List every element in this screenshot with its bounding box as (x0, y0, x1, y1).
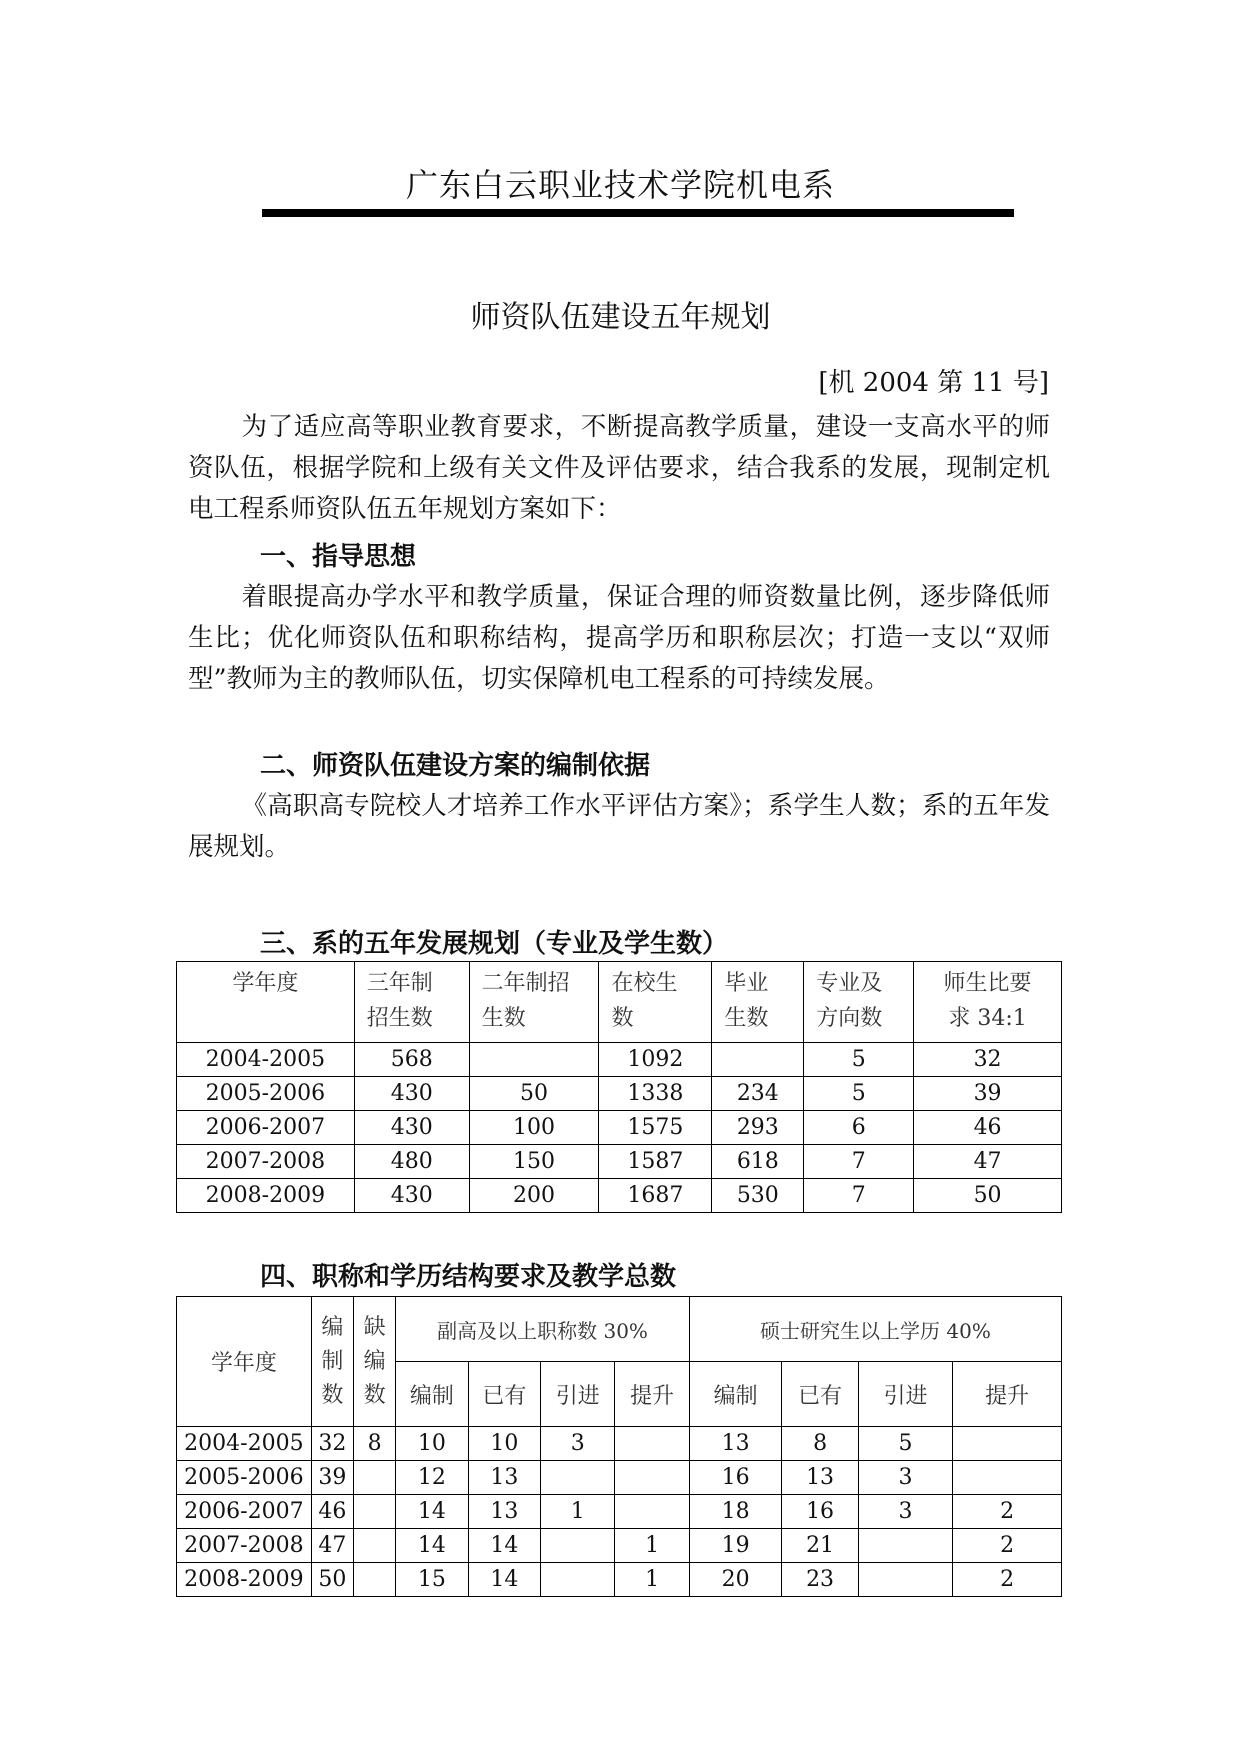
table-cell: 15 (396, 1563, 468, 1597)
table-cell: 293 (712, 1111, 804, 1145)
table-cell: 13 (782, 1461, 858, 1495)
table-cell (953, 1461, 1062, 1495)
header-cell: 提升 (615, 1362, 689, 1427)
header-cell: 在校生 数 (599, 962, 712, 1043)
header-group-cell: 硕士研究生以上学历 40% (689, 1297, 1061, 1362)
table-cell: 2005-2006 (177, 1461, 312, 1495)
intro-paragraph: 为了适应高等职业教育要求，不断提高教学质量，建设一支高水平的师资队伍，根据学院和上级有关文件及评估要求，结合我系的发展，现制定机电工程系师资队伍五年规划方案如下： (188, 412, 1050, 524)
table-cell: 150 (469, 1145, 599, 1179)
table-cell (353, 1495, 395, 1529)
table-cell: 46 (311, 1495, 353, 1529)
header-cell: 编制 (396, 1362, 468, 1427)
header-cell: 学年度 (177, 962, 355, 1043)
table-cell: 2008-2009 (177, 1179, 355, 1213)
table-cell: 8 (353, 1427, 395, 1461)
table-cell: 2 (953, 1495, 1062, 1529)
table-cell: 2008-2009 (177, 1563, 312, 1597)
section2-paragraph: 《高职高专院校人才培养工作水平评估方案》；系学生人数；系的五年发展规划。 (188, 791, 1050, 862)
table-cell: 32 (914, 1043, 1062, 1077)
table-cell: 7 (804, 1145, 914, 1179)
table-cell: 1 (615, 1563, 689, 1597)
header-cell: 已有 (468, 1362, 540, 1427)
table-cell: 10 (468, 1427, 540, 1461)
header-group-cell: 副高及以上职称数 30% (396, 1297, 690, 1362)
table-cell: 16 (689, 1461, 782, 1495)
header-cell: 毕业 生数 (712, 962, 804, 1043)
table-cell: 2004-2005 (177, 1427, 312, 1461)
table-cell: 1687 (599, 1179, 712, 1213)
table-cell: 14 (396, 1529, 468, 1563)
table-row (177, 1111, 1062, 1145)
header-cell: 编制 (689, 1362, 782, 1427)
header-cell: 编 制 数 (311, 1297, 353, 1427)
table-row (177, 1461, 1062, 1495)
table-cell: 23 (782, 1563, 858, 1597)
table-cell: 200 (469, 1179, 599, 1213)
table-cell: 1338 (599, 1077, 712, 1111)
section2-heading: 二、师资队伍建设方案的编制依据 (260, 751, 651, 781)
table-cell: 234 (712, 1077, 804, 1111)
table-cell: 530 (712, 1179, 804, 1213)
table-cell: 7 (804, 1179, 914, 1213)
table-cell: 39 (914, 1077, 1062, 1111)
table-cell: 430 (354, 1077, 469, 1111)
table-cell: 50 (311, 1563, 353, 1597)
table-cell: 5 (804, 1077, 914, 1111)
table-cell: 10 (396, 1427, 468, 1461)
table-row (177, 1495, 1062, 1529)
header-cell: 提升 (953, 1362, 1062, 1427)
table-cell (469, 1043, 599, 1077)
table-cell: 20 (689, 1563, 782, 1597)
table-header-row (177, 962, 1062, 1043)
header-cell: 引进 (858, 1362, 953, 1427)
table-cell: 1587 (599, 1145, 712, 1179)
table-cell (353, 1563, 395, 1597)
institution-header: 广东白云职业技术学院机电系 (405, 166, 835, 204)
table-cell: 8 (782, 1427, 858, 1461)
table-cell: 50 (914, 1179, 1062, 1213)
development-plan-table (176, 961, 1062, 1213)
table-cell (541, 1529, 615, 1563)
table-cell: 2004-2005 (177, 1043, 355, 1077)
header-cell: 二年制招 生数 (469, 962, 599, 1043)
table-cell (953, 1427, 1062, 1461)
table-cell: 13 (468, 1461, 540, 1495)
table-cell: 12 (396, 1461, 468, 1495)
table-cell: 21 (782, 1529, 858, 1563)
table-cell (858, 1529, 953, 1563)
header-cell: 已有 (782, 1362, 858, 1427)
table-cell (615, 1427, 689, 1461)
table-row (177, 1529, 1062, 1563)
table-cell: 2005-2006 (177, 1077, 355, 1111)
table-row (177, 1077, 1062, 1111)
table-cell: 46 (914, 1111, 1062, 1145)
table-cell: 5 (804, 1043, 914, 1077)
table-cell (353, 1529, 395, 1563)
table-cell: 39 (311, 1461, 353, 1495)
table-cell: 1092 (599, 1043, 712, 1077)
section3-heading: 三、系的五年发展规划（专业及学生数） (260, 929, 729, 959)
table-cell: 430 (354, 1179, 469, 1213)
table-cell: 16 (782, 1495, 858, 1529)
table-cell: 3 (541, 1427, 615, 1461)
table-cell: 14 (468, 1529, 540, 1563)
table-cell: 5 (858, 1427, 953, 1461)
header-cell: 师生比要 求 34:1 (914, 962, 1062, 1043)
document-number: [机 2004 第 11 号] (818, 368, 1049, 398)
table-cell: 2 (953, 1529, 1062, 1563)
table-cell: 32 (311, 1427, 353, 1461)
table-cell: 3 (858, 1461, 953, 1495)
table-cell: 480 (354, 1145, 469, 1179)
table-cell (615, 1461, 689, 1495)
table-cell: 2007-2008 (177, 1145, 355, 1179)
table-row (177, 1563, 1062, 1597)
table-cell (353, 1461, 395, 1495)
table-cell: 13 (468, 1495, 540, 1529)
table-cell: 19 (689, 1529, 782, 1563)
table-header-row (177, 1297, 1062, 1362)
table-cell: 1 (615, 1529, 689, 1563)
header-rule (262, 209, 1014, 217)
section1-paragraph: 着眼提高办学水平和教学质量，保证合理的师资数量比例，逐步降低师生比；优化师资队伍和职称结构，提高学历和职称层次；打造一支以“双师型”教师为主的教师队伍，切实保障机电工程系的可持续发展。 (188, 582, 1050, 694)
table-cell: 100 (469, 1111, 599, 1145)
table-cell: 13 (689, 1427, 782, 1461)
table-cell: 18 (689, 1495, 782, 1529)
table-cell: 47 (914, 1145, 1062, 1179)
table-row (177, 1179, 1062, 1213)
table-cell (615, 1495, 689, 1529)
document-title: 师资队伍建设五年规划 (470, 300, 771, 335)
section4-heading: 四、职称和学历结构要求及教学总数 (260, 1262, 677, 1292)
table-cell (541, 1563, 615, 1597)
table-cell (712, 1043, 804, 1077)
header-cell: 学年度 (177, 1297, 312, 1427)
header-cell: 专业及 方向数 (804, 962, 914, 1043)
table-cell (858, 1563, 953, 1597)
table-cell: 14 (468, 1563, 540, 1597)
table-cell: 6 (804, 1111, 914, 1145)
header-cell: 引进 (541, 1362, 615, 1427)
table-cell: 2006-2007 (177, 1111, 355, 1145)
header-cell: 三年制 招生数 (354, 962, 469, 1043)
table-cell: 618 (712, 1145, 804, 1179)
table-cell: 2 (953, 1563, 1062, 1597)
table-cell: 47 (311, 1529, 353, 1563)
table-cell: 3 (858, 1495, 953, 1529)
table-cell: 14 (396, 1495, 468, 1529)
table-cell (541, 1461, 615, 1495)
header-cell: 缺 编 数 (353, 1297, 395, 1427)
table-cell: 2007-2008 (177, 1529, 312, 1563)
section1-heading: 一、指导思想 (260, 542, 417, 572)
table-row (177, 1427, 1062, 1461)
table-row (177, 1043, 1062, 1077)
table-cell: 2006-2007 (177, 1495, 312, 1529)
table-cell: 50 (469, 1077, 599, 1111)
table-cell: 430 (354, 1111, 469, 1145)
table-cell: 1 (541, 1495, 615, 1529)
table-cell: 568 (354, 1043, 469, 1077)
table-cell: 1575 (599, 1111, 712, 1145)
staff-structure-table (176, 1296, 1062, 1597)
table-row (177, 1145, 1062, 1179)
